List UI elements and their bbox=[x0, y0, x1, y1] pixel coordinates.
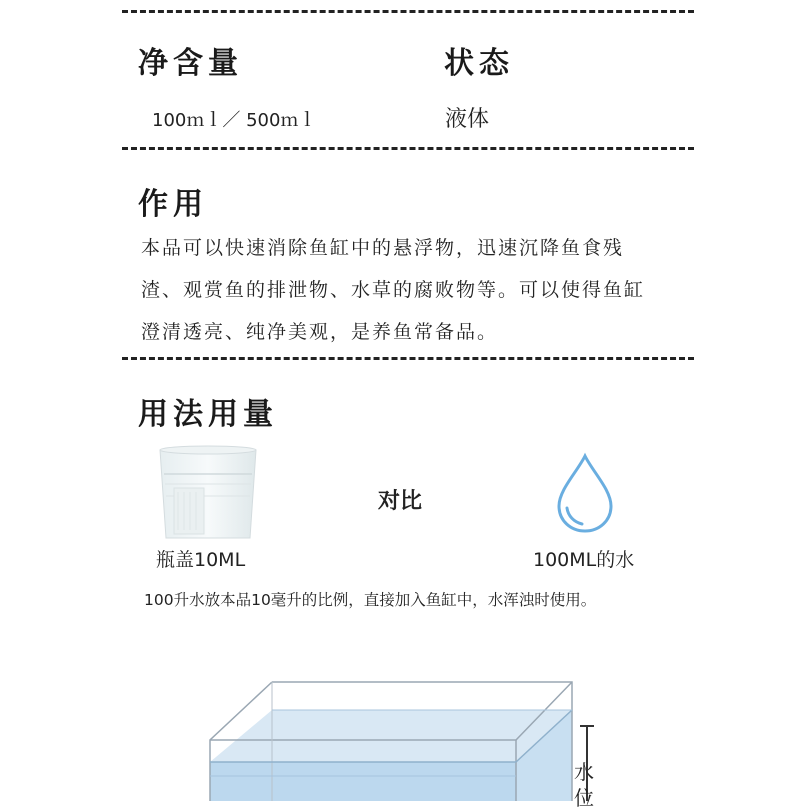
divider-1 bbox=[122, 147, 694, 150]
divider-top bbox=[122, 10, 694, 13]
cap-label: 瓶盖10ML bbox=[156, 549, 246, 571]
water-drop-icon bbox=[555, 452, 615, 534]
state-value: 液体 bbox=[445, 107, 490, 132]
usage-heading: 用法用量 bbox=[138, 397, 278, 432]
function-line-3: 澄清透亮、纯净美观，是养鱼常备品。 bbox=[141, 321, 499, 343]
function-line-2: 渣、观赏鱼的排泄物、水草的腐败物等。可以使得鱼缸 bbox=[141, 279, 646, 301]
aquarium-tank-illustration bbox=[200, 676, 600, 801]
water-label: 100ML的水 bbox=[533, 549, 635, 571]
function-heading: 作用 bbox=[138, 187, 208, 222]
net-content-value: 100ｍｌ／ 500ｍｌ bbox=[152, 110, 317, 131]
function-line-1: 本品可以快速消除鱼缸中的悬浮物，迅速沉降鱼食残 bbox=[141, 237, 625, 259]
state-heading: 状态 bbox=[444, 46, 514, 81]
measuring-cup-icon bbox=[156, 444, 260, 540]
ratio-text: 100升水放本品10毫升的比例，直接加入鱼缸中，水浑浊时使用。 bbox=[144, 591, 597, 609]
divider-2 bbox=[122, 357, 694, 360]
water-level-char-1: 水 bbox=[574, 760, 594, 784]
water-level-char-2: 位 bbox=[574, 786, 594, 810]
compare-label: 对比 bbox=[378, 489, 423, 514]
net-content-heading: 净含量 bbox=[138, 46, 243, 81]
function-paragraph bbox=[141, 227, 701, 353]
